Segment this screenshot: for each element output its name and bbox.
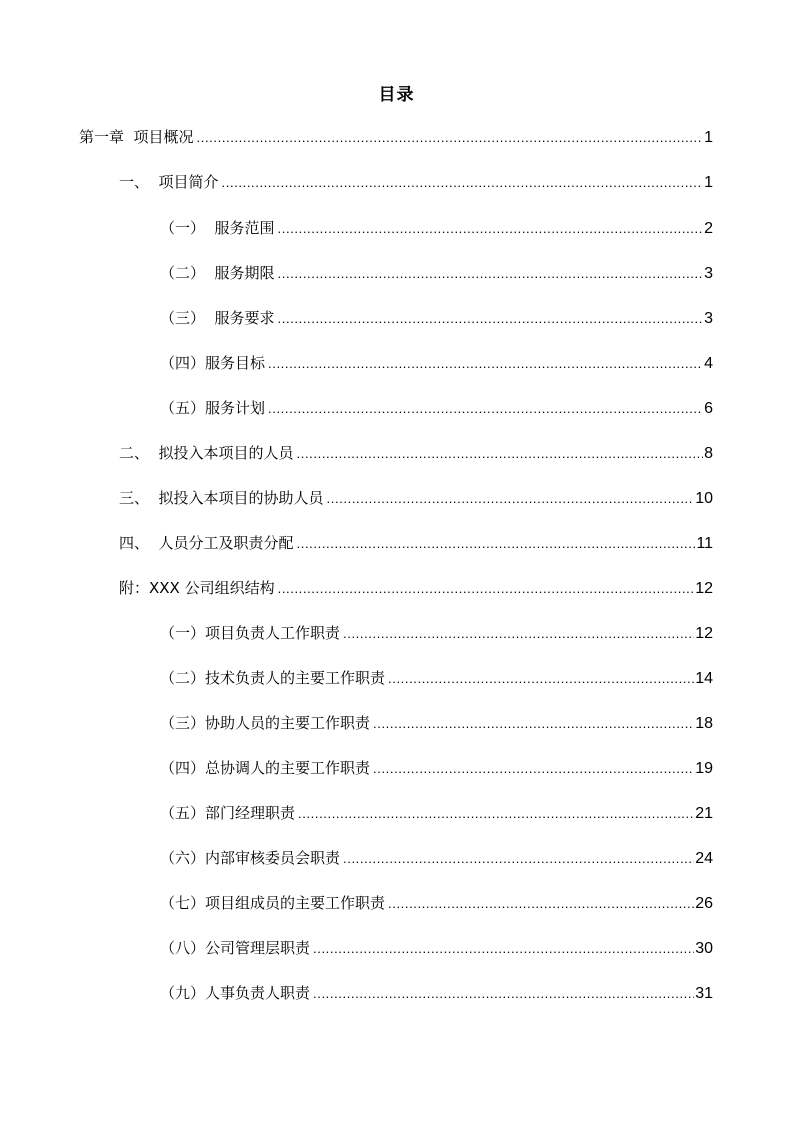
- toc-leader-dots: [278, 307, 704, 331]
- toc-leader-dots: [343, 622, 694, 646]
- toc-leader-dots: [388, 667, 694, 691]
- toc-entry-label: （八）公司管理层职责: [160, 939, 311, 957]
- toc-entry-label: （一）项目负责人工作职责: [160, 624, 341, 642]
- toc-leader-dots: [313, 937, 694, 961]
- toc-page-number: 21: [695, 805, 713, 822]
- toc-entry-label: 一、 项目简介: [119, 173, 219, 191]
- toc-entry-label: （四）总协调人的主要工作职责: [160, 759, 371, 777]
- toc-page-number: 6: [704, 400, 713, 417]
- toc-leader-dots: [327, 487, 695, 511]
- toc-leader-dots: [268, 397, 703, 421]
- toc-entry[interactable]: [160, 756, 713, 780]
- toc-page-number: 24: [695, 850, 713, 867]
- toc-leader-dots: [313, 982, 694, 1006]
- toc-entry[interactable]: [160, 396, 713, 420]
- toc-leader-dots: [373, 757, 694, 781]
- toc-entry[interactable]: [79, 125, 713, 149]
- toc-leader-dots: [373, 712, 694, 736]
- toc-entry[interactable]: [160, 981, 713, 1005]
- toc-entry-label: 四、 人员分工及职责分配: [119, 534, 294, 552]
- toc-leader-dots: [298, 802, 694, 826]
- toc-entry-label: （三）协助人员的主要工作职责: [160, 714, 371, 732]
- toc-page-number: 19: [695, 760, 713, 777]
- toc-page-number: 2: [704, 220, 713, 237]
- toc-entry-label: （九）人事负责人职责: [160, 984, 311, 1002]
- toc-leader-dots: [268, 352, 703, 376]
- toc-page-number: 8: [704, 445, 713, 462]
- toc-title: 目录: [378, 85, 415, 105]
- toc-entry[interactable]: [160, 891, 713, 915]
- toc-entry-label: 第一章 项目概况: [79, 128, 194, 146]
- toc-leader-dots: [278, 217, 704, 241]
- toc-page-number: 3: [704, 310, 713, 327]
- toc-page-number: 1: [704, 129, 713, 146]
- toc-leader-dots: [278, 577, 695, 601]
- toc-leader-dots: [297, 442, 704, 466]
- toc-entry-label: （二）技术负责人的主要工作职责: [160, 669, 386, 687]
- toc-entry[interactable]: [160, 261, 713, 285]
- toc-leader-dots: [197, 126, 704, 150]
- toc-entry-label: 二、 拟投入本项目的人员: [119, 444, 294, 462]
- toc-entry-label: （三） 服务要求: [160, 309, 275, 327]
- toc-entry[interactable]: [119, 170, 713, 194]
- toc-entry[interactable]: [119, 531, 713, 555]
- toc-page-number: 12: [695, 580, 713, 597]
- toc-entry[interactable]: [160, 666, 713, 690]
- toc-entry-label: （四）服务目标: [160, 354, 266, 372]
- toc-entry[interactable]: [160, 351, 713, 375]
- toc-page-number: 3: [704, 265, 713, 282]
- toc-entry-label: （五）服务计划: [160, 399, 266, 417]
- toc-entry-label: （六）内部审核委员会职责: [160, 849, 341, 867]
- toc-page-number: 12: [695, 625, 713, 642]
- toc-entry-label: （七）项目组成员的主要工作职责: [160, 894, 386, 912]
- toc-entry-label: 三、 拟投入本项目的协助人员: [119, 489, 324, 507]
- toc-page-number: 31: [695, 985, 713, 1002]
- toc-entry[interactable]: [160, 306, 713, 330]
- toc-entry-label: （五）部门经理职责: [160, 804, 296, 822]
- toc-entry[interactable]: [119, 441, 713, 465]
- toc-leader-dots: [297, 532, 696, 556]
- toc-entry[interactable]: [119, 576, 713, 600]
- toc-entry[interactable]: [160, 711, 713, 735]
- toc-leader-dots: [343, 847, 694, 871]
- toc-entry[interactable]: [160, 216, 713, 240]
- toc-entry-label: （一） 服务范围: [160, 219, 275, 237]
- toc-entry[interactable]: [119, 486, 713, 510]
- toc-leader-dots: [388, 892, 694, 916]
- toc-entry[interactable]: [160, 846, 713, 870]
- toc-leader-dots: [278, 262, 704, 286]
- toc-entry[interactable]: [160, 936, 713, 960]
- toc-page-number: 11: [696, 535, 713, 552]
- toc-page-number: 18: [695, 715, 713, 732]
- toc-page-number: 30: [695, 940, 713, 957]
- toc-page-number: 4: [704, 355, 713, 372]
- toc-entry-label: 附：XXX 公司组织结构: [119, 579, 275, 597]
- toc-leader-dots: [222, 171, 704, 195]
- toc-page-number: 26: [695, 895, 713, 912]
- toc-page-number: 14: [695, 670, 713, 687]
- toc-entry[interactable]: [160, 621, 713, 645]
- toc-entry-label: （二） 服务期限: [160, 264, 275, 282]
- toc-page-number: 1: [704, 174, 713, 191]
- toc-entry[interactable]: [160, 801, 713, 825]
- toc-page-number: 10: [695, 490, 713, 507]
